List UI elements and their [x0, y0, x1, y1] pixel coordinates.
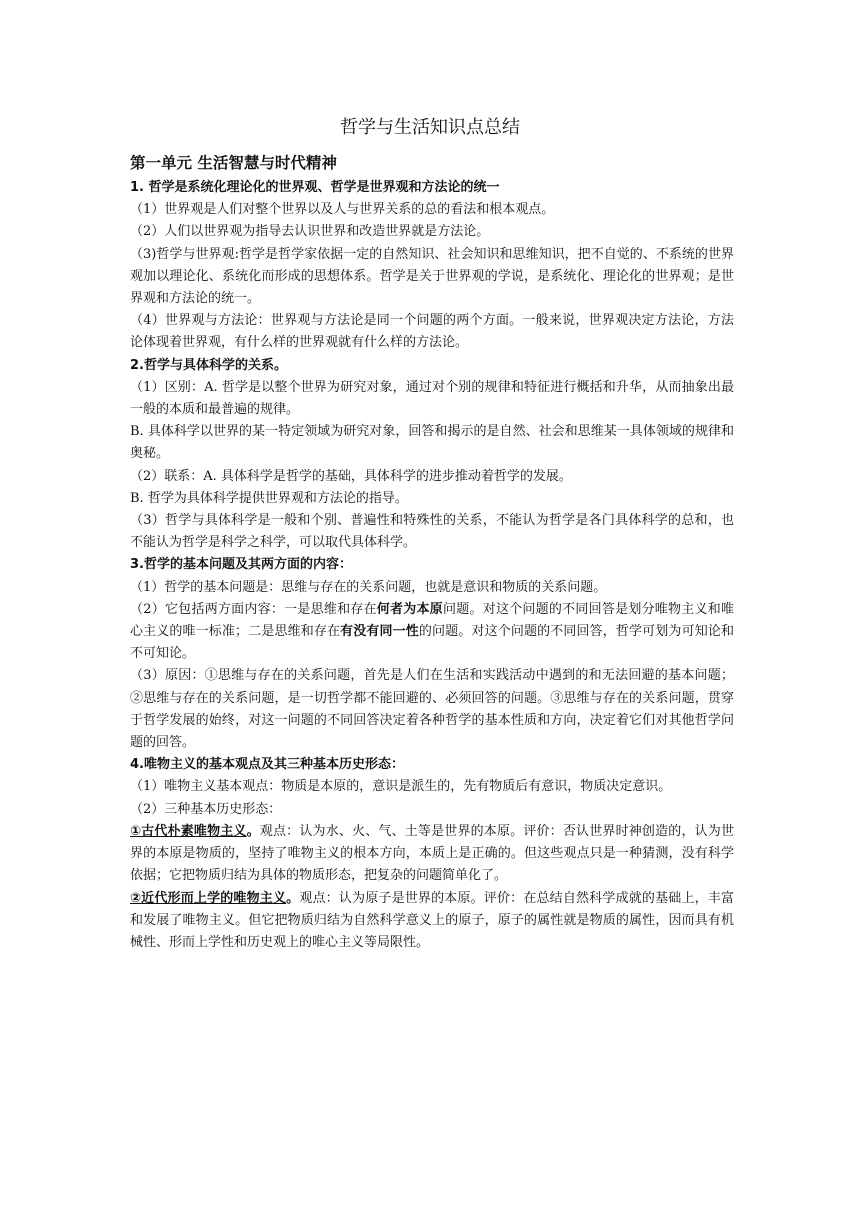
- paragraph: （2）人们以世界观为指导去认识世界和改造世界就是方法论。: [130, 224, 490, 240]
- paragraph: [130, 821, 734, 888]
- paragraph: （3)哲学与世界观:哲学是哲学家依据一定的自然知识、社会知识和思维知识，把不自觉的、不系统的世界观加以理论化、系统化而形成的思想体系。哲学是关于世界观的学说，是系统化、理论化的世界观；是世界观和方法论的统一。: [130, 246, 734, 307]
- emphasis-text: 有没有同一性: [340, 624, 419, 640]
- section-3-heading: 3.哲学的基本问题及其两方面的内容：: [130, 557, 352, 573]
- paragraph: [130, 599, 734, 666]
- paragraph: [130, 888, 734, 955]
- paragraph: （3）哲学与具体科学是一般和个别、普遍性和特殊性的关系，不能认为哲学是各门具体科学的总和，也不能认为哲学是科学之科学，可以取代具体科学。: [130, 513, 734, 551]
- paragraph: （1）区别：A. 哲学是以整个世界为研究对象，通过对个别的规律和特征进行概括和升华，从而抽象出最一般的本质和最普遍的规律。: [130, 379, 734, 418]
- section-4-heading: 4.唯物主义的基本观点及其三种基本历史形态：: [130, 757, 404, 773]
- text-run: 的问题。对这个问题的不同回答，哲学可划为可知论和不可知论。: [130, 624, 734, 662]
- emphasis-text: 何者为本原: [376, 601, 443, 617]
- paragraph: （1）哲学的基本问题是：思维与存在的关系问题，也就是意识和物质的关系问题。: [130, 579, 607, 595]
- emphasis-text: 。: [286, 890, 300, 906]
- section-1-heading: 1. 哲学是系统化理论化的世界观、哲学是世界观和方法论的统一: [130, 180, 500, 195]
- paragraph: （2）联系：A. 具体科学是哲学的基础，具体科学的进步推动着哲学的发展。: [130, 468, 572, 484]
- document-title: 哲学与生活知识点总结: [340, 117, 520, 138]
- text-run: 观点：认为原子是世界的本原。评价：在总结自然科学成就的基础上，丰富和发展了唯物主义。但它把物质归结为自然科学意义上的原子，原子的属性就是物质的属性，因而具有机械性、形而上学性和历史观上的唯心主义等局限性。: [130, 890, 734, 950]
- paragraph: （1）世界观是人们对整个世界以及人与世界关系的总的看法和根本观点。: [130, 202, 555, 218]
- paragraph: （3）原因：①思维与存在的关系问题，首先是人们在生活和实践活动中遇到的和无法回避的基本问题；②思维与存在的关系问题，是一切哲学都不能回避的、必须回答的问题。③思维与存在的关系问题，贯穿于哲学发展的始终，对这一问题的不同回答决定着各种哲学的基本性质和方向，决定着它们对其他哲学问题的回答。: [130, 668, 734, 751]
- underlined-label: ①古代朴素唯物主义: [130, 823, 247, 839]
- text-run: （2）它包括两方面内容：一是思维和存在: [130, 601, 377, 617]
- paragraph: （1）唯物主义基本观点：物质是本原的，意识是派生的，先有物质后有意识，物质决定意识。: [130, 779, 672, 795]
- document-body: [130, 150, 734, 954]
- paragraph: B. 哲学为具体科学提供世界观和方法论的指导。: [130, 490, 408, 506]
- text-run: 问题。对这个问题的不同回答是划分唯物主义和唯心主义的唯一标准；二是思维和存在: [130, 601, 734, 640]
- text-run: 观点：认为水、火、气、土等是世界的本原。评价：否认世界时神创造的，认为世界的本原是物质的，坚持了唯物主义的根本方向，本质上是正确的。但这些观点只是一种猜测，没有科学依据；它把物质归结为具体的物质形态，把复杂的问题简单化了。: [130, 823, 734, 884]
- emphasis-text: 。: [246, 823, 260, 839]
- paragraph: B. 具体科学以世界的某一特定领域为研究对象，回答和揭示的是自然、社会和思维某一具体领域的规律和奥秘。: [130, 424, 734, 462]
- section-2-heading: 2.哲学与具体科学的关系。: [130, 357, 287, 373]
- paragraph: （4）世界观与方法论：世界观与方法论是同一个问题的两个方面。一般来说，世界观决定方法论，方法论体现着世界观，有什么样的世界观就有什么样的方法论。: [130, 313, 734, 351]
- underlined-label: ②近代形而上学的唯物主义: [130, 890, 287, 906]
- unit-heading: 第一单元 生活智慧与时代精神: [130, 154, 337, 172]
- paragraph: （2）三种基本历史形态：: [130, 801, 282, 817]
